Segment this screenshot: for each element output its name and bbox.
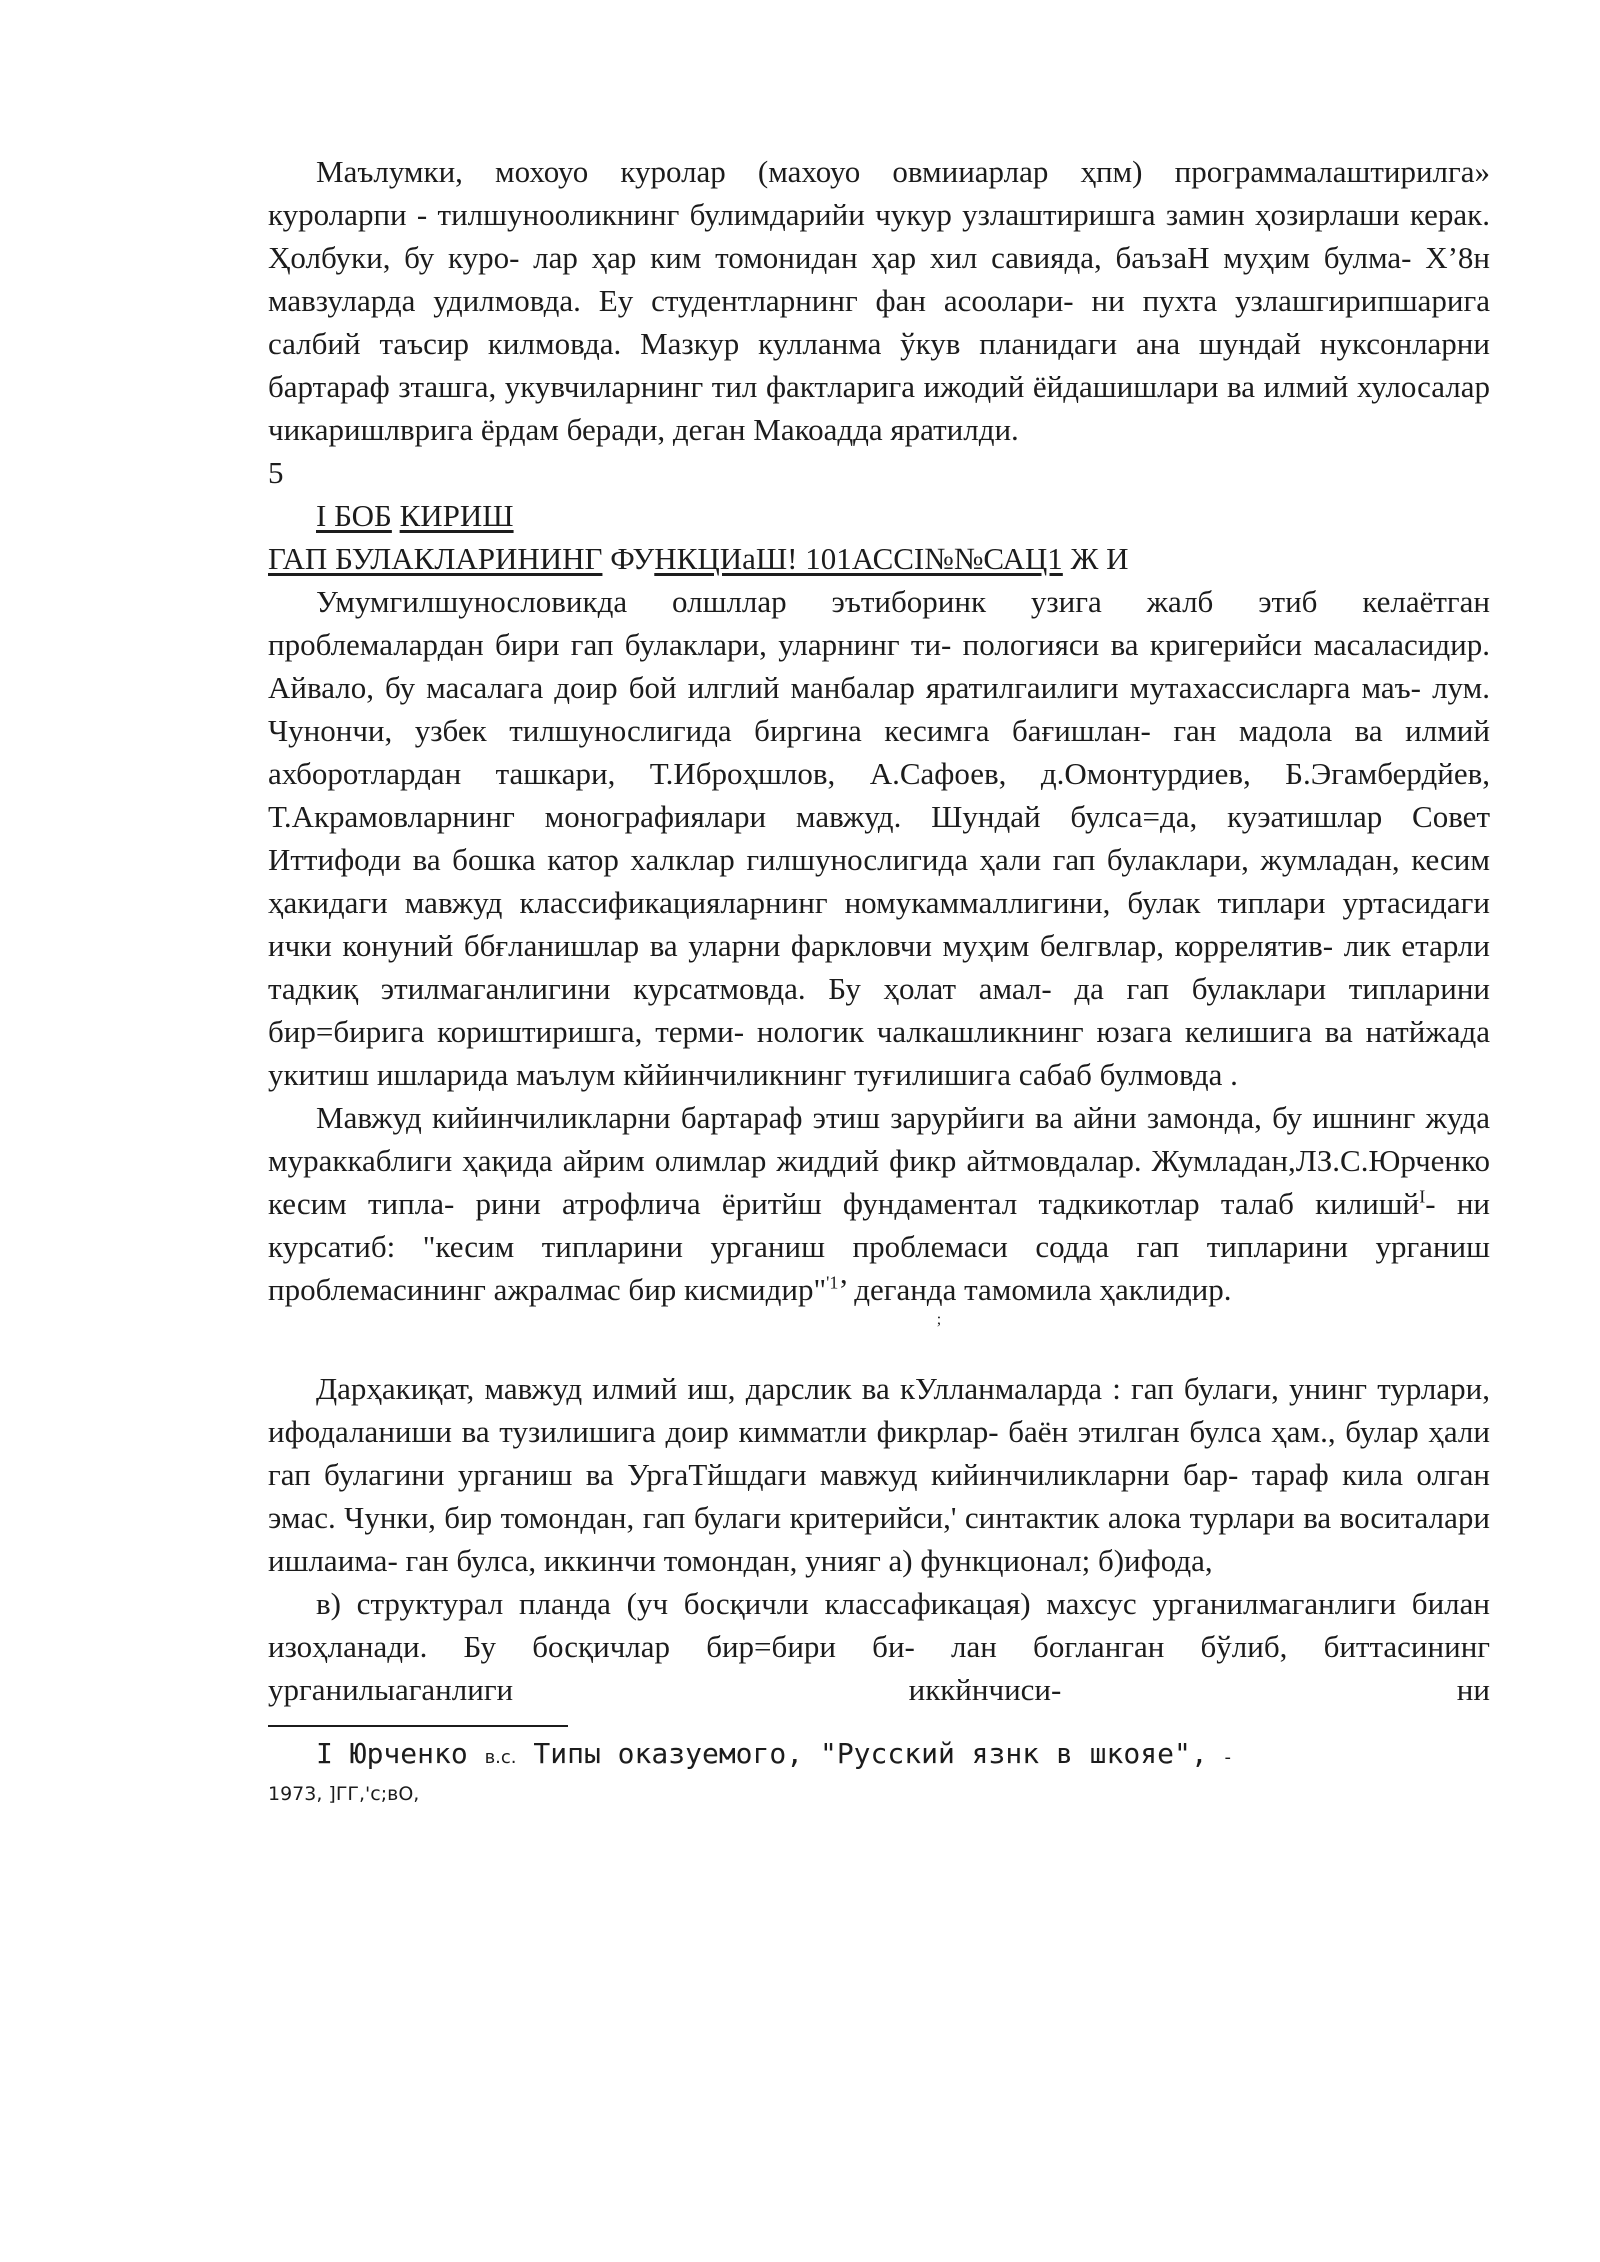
footnote-line-2: 1973, ]ГГ,'с;вО, (268, 1783, 420, 1805)
paragraph-reality: Дарҳакиқат, мавжуд илмий иш, дарслик ва кУлланмаларда : гап булаги, унинг турлари, ифодаланиши ва тузилишига доир кимматли фикрлар- баён этилган булса ҳам., булар ҳали гап булагини урганиш ва УргаТйшдаги мавжуд кийинчиликларни бар- тараф кила олган эмас. Чунки, бир томондан, гап булаги критерийси,' синтактик алока турлари ва воситалари ишлаима- ган булса, иккинчи томондан, унияг а) функционал; б)ифода, (268, 1371, 1490, 1578)
chapter-title: КИРИШ (399, 498, 514, 533)
paragraph-problems: Умумгилшунословикда олшллар эътиборинк узига жалб этиб келаётган проблемалардан бири гап булаклари, уларнинг ти- пологияси ва кригерийси масаласидир. Айвало, бу масалага доир бой илглий манбалар яратилгаилиги мутахассисларга маъ- лум. Чунончи, узбек тилшунослигида биргина кесимга бағишлан- ган мадола ва илмий ахборотлардан ташкари, Т.Иброҳшлов, А.Сафоев, д.Омонтурдиев, Б.Эгамбердйев, Т.Акрамовларнинг монографиялари мавжуд. Шундай булса=да, куэатишлар Совет Иттифоди ва бошка катор халклар гилшунослигида ҳали гап булаклари, жумладан, кесим ҳакидаги мавжуд классификацияларнинг номукаммаллигини, булак типлари уртасидаги ички конуний ббғланишлар ва уларни фаркловчи муҳим белгвлар, коррелятив- лик етарли тадкиқ этилмаганлигини курсатмовда. Бу ҳолат амал- да гап булаклари типларини бир=бирига кориштиришга, терми- нологик чалкашликнинг юзага келишига ва натйжада укитиш ишларида маълум кййинчиликнинг туғилишига сабаб булмовда . (268, 584, 1490, 1092)
footnote-initials: в.с. (484, 1747, 517, 1768)
stray-mark: ; (936, 1311, 942, 1328)
footnote-reference-1: I (1419, 1186, 1426, 1207)
section-heading-part4: Ж И (1070, 541, 1129, 576)
chapter-heading (268, 494, 1490, 537)
footnote-reference-2: '1 (826, 1272, 839, 1293)
section-heading-part3: НКЦИаШ! 101АССI№№САЦ1 (654, 541, 1063, 576)
paragraph-intro: Маълумки, мохоуо куролар (махоуо овмииарлар ҳпм) программалаштирилга» куроларпи - тилшунооликнинг булимдарийи чукур узлаштиришга замин ҳозирлаши керак. Ҳолбуки, бу куро- лар ҳар ким томонидан ҳар хил савияда, баъзаН муҳим булма- Х’8н мавзуларда удилмовда. Еу студентларнинг фан асоолари- ни пухта узлашгирипшарига салбий таъсир килмовда. Мазкур кулланма ўкув планидаги ана шундай нуксонларни бартараф зташга, укувчиларнинг тил фактларига ижодий ёйдашишлари ва илмий хулосалар чикаришлврига ёрдам беради, деган Макоадда яратилди. (268, 154, 1490, 447)
document-page (268, 150, 1490, 1807)
page-number: 5 (268, 455, 284, 490)
paragraph-difficulties-main: Мавжуд кийинчиликларни бартараф этиш зарурйиги ва айни замонда, бу ишнинг жуда мураккаблиги ҳақида айрим олимлар жиддий фикр айтмовдалар. Жумладан,ЛЗ.С.Юрченко кесим типла- рини атрофлича ёритйш фундаментал тадкикотлар талаб килишй (268, 1100, 1490, 1221)
paragraph-difficulties-end: ’ деганда тамомила ҳаклидир. (838, 1272, 1232, 1307)
paragraph-difficulties (268, 1096, 1490, 1311)
footnote-author: I Юрченко (316, 1737, 468, 1770)
footnote-title: Типы оказуемого, "Русский язнк в шкояе", (533, 1737, 1208, 1770)
chapter-label: I БОБ (316, 498, 392, 533)
footnote-dash: - (1224, 1747, 1232, 1768)
footnote-divider (268, 1725, 568, 1727)
section-heading-part2: ФУ (610, 541, 655, 576)
paragraph-structural: в) структурал планда (уч босқичли классафикацая) махсус урганилмаганлиги билан изоҳланади. Бу босқичлар бир=бири би- лан богланган бўлиб, биттасининг урганилыаганлиги иккйнчиси- ни (268, 1586, 1490, 1707)
section-heading-part1: ГАП БУЛАКЛАРИНИНГ (268, 541, 603, 576)
footnote-line-1 (316, 1735, 1490, 1777)
paragraph-difficulties-mid: - ни курсатиб: "кесим типларини урганиш проблемаси содда гап типларини урганиш проблемасининг ажралмас бир кисмидир" (268, 1186, 1490, 1307)
section-heading (268, 537, 1490, 580)
